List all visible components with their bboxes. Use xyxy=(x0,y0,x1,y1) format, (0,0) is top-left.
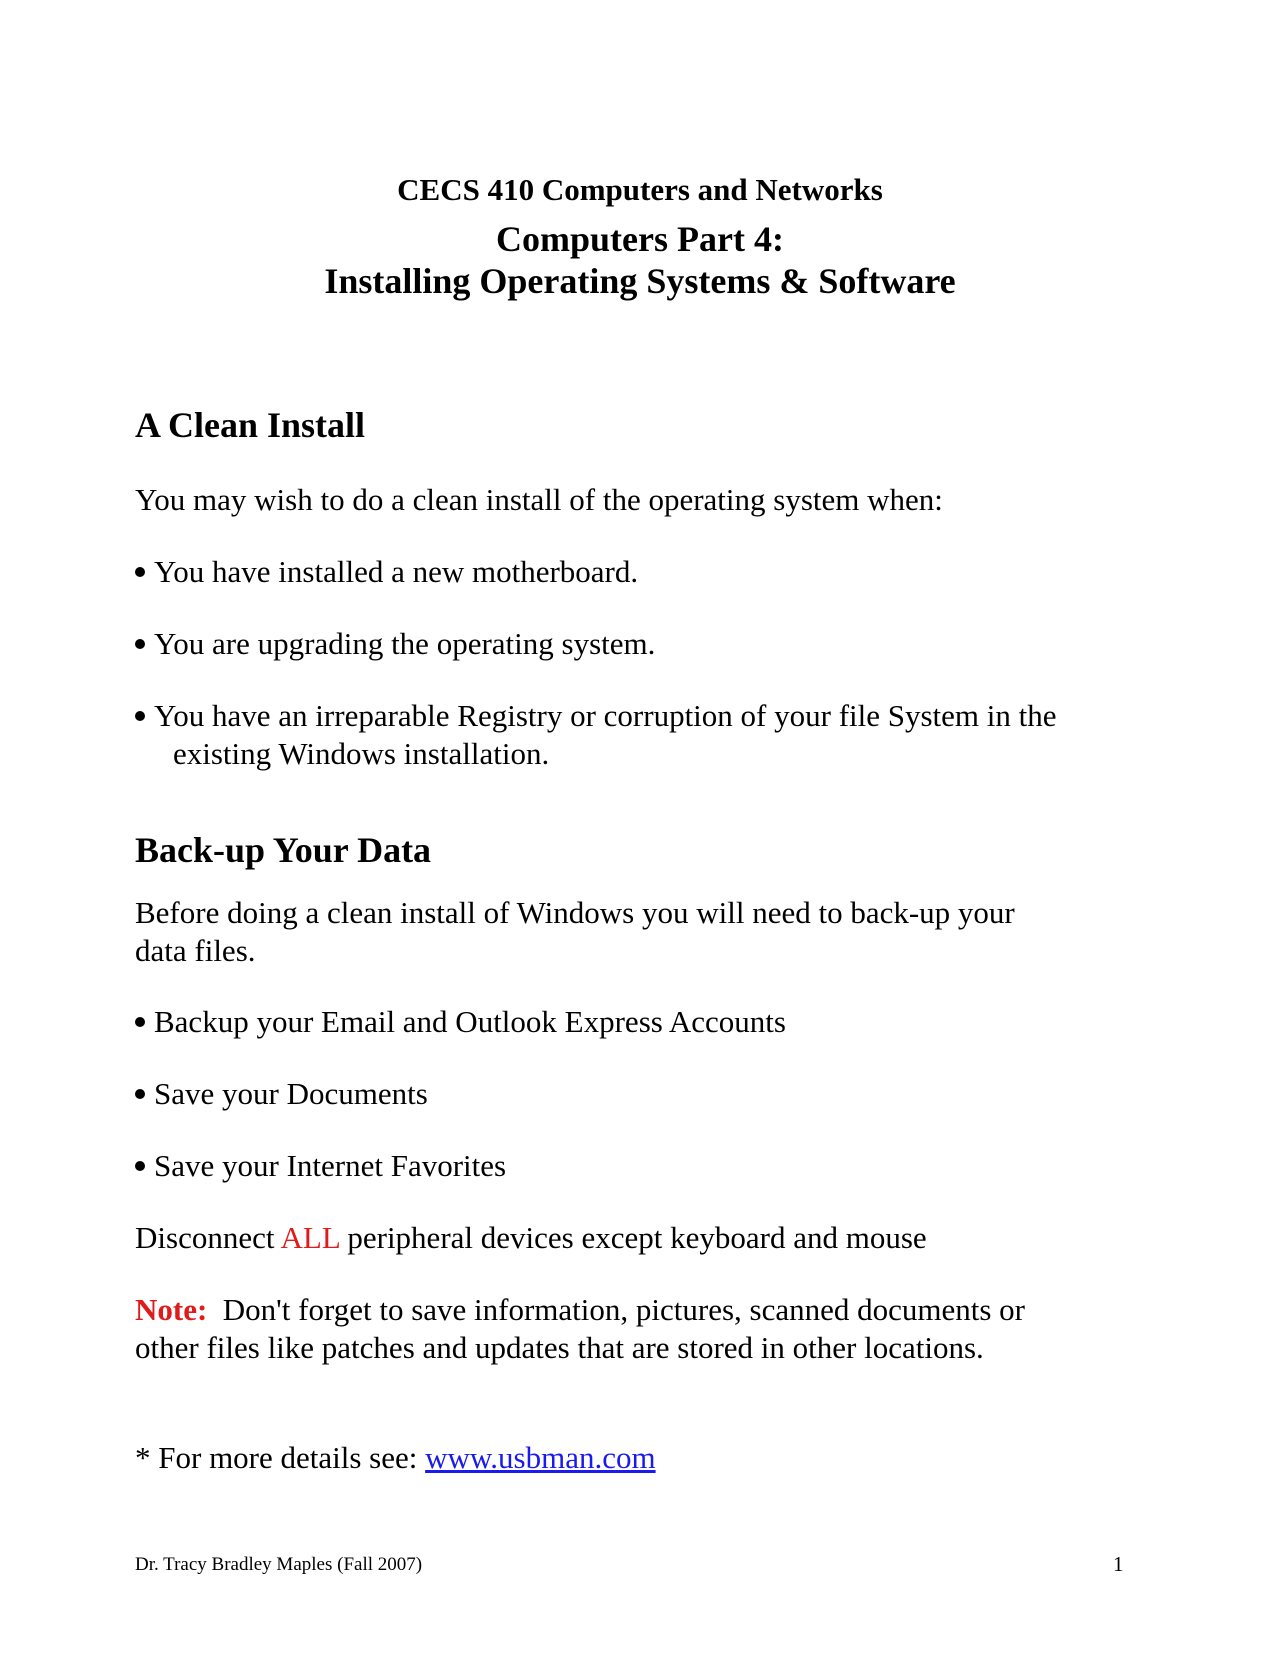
usbman-link[interactable]: www.usbman.com xyxy=(425,1440,656,1475)
bullet-icon xyxy=(135,1161,145,1171)
course-title: CECS 410 Computers and Networks xyxy=(397,172,883,207)
list-item-text: Backup your Email and Outlook Express Accounts xyxy=(154,1004,786,1039)
list-item-text: You have an irreparable Registry or corruption of your file System in the xyxy=(154,698,1057,733)
bullet-icon xyxy=(135,567,145,577)
list-item-text: Save your Documents xyxy=(154,1076,428,1111)
note-text: Don't forget to save information, pictures, scanned documents or xyxy=(222,1292,1025,1327)
bullet-icon xyxy=(135,1089,145,1099)
bullet-icon xyxy=(135,1017,145,1027)
list-item xyxy=(135,1076,428,1112)
page-number: 1 xyxy=(1113,1552,1124,1576)
list-item-text: You are upgrading the operating system. xyxy=(154,626,656,661)
list-item-text: You have installed a new motherboard. xyxy=(154,554,639,589)
note-line2: other files like patches and updates that are stored in other locations. xyxy=(135,1330,984,1365)
document-title-line2: Installing Operating Systems & Software xyxy=(324,261,956,301)
list-item-continuation: existing Windows installation. xyxy=(173,736,550,771)
list-item xyxy=(135,1148,506,1184)
disconnect-emphasis: ALL xyxy=(280,1220,340,1255)
list-item xyxy=(135,554,638,590)
disconnect-instruction xyxy=(135,1220,927,1256)
list-item xyxy=(135,698,1057,734)
backup-intro-line1: Before doing a clean install of Windows you will need to back-up your xyxy=(135,895,1015,930)
list-item-text: Save your Internet Favorites xyxy=(154,1148,507,1183)
heading-backup: Back-up Your Data xyxy=(135,830,432,870)
document-title-line1: Computers Part 4: xyxy=(496,219,784,259)
more-details-prefix: * For more details see: xyxy=(135,1440,426,1475)
more-details xyxy=(135,1440,656,1476)
bullet-icon xyxy=(135,711,145,721)
heading-clean-install: A Clean Install xyxy=(135,405,366,445)
note-line1 xyxy=(135,1292,1025,1328)
list-item xyxy=(135,1004,786,1040)
list-item xyxy=(135,626,655,662)
bullet-icon xyxy=(135,639,145,649)
disconnect-suffix: peripheral devices except keyboard and mouse xyxy=(339,1220,927,1255)
footer-author: Dr. Tracy Bradley Maples (Fall 2007) xyxy=(135,1554,423,1575)
backup-intro-line2: data files. xyxy=(135,933,256,968)
disconnect-prefix: Disconnect xyxy=(135,1220,281,1255)
clean-install-intro: You may wish to do a clean install of the operating system when: xyxy=(135,482,943,517)
note-label: Note: xyxy=(135,1292,208,1327)
